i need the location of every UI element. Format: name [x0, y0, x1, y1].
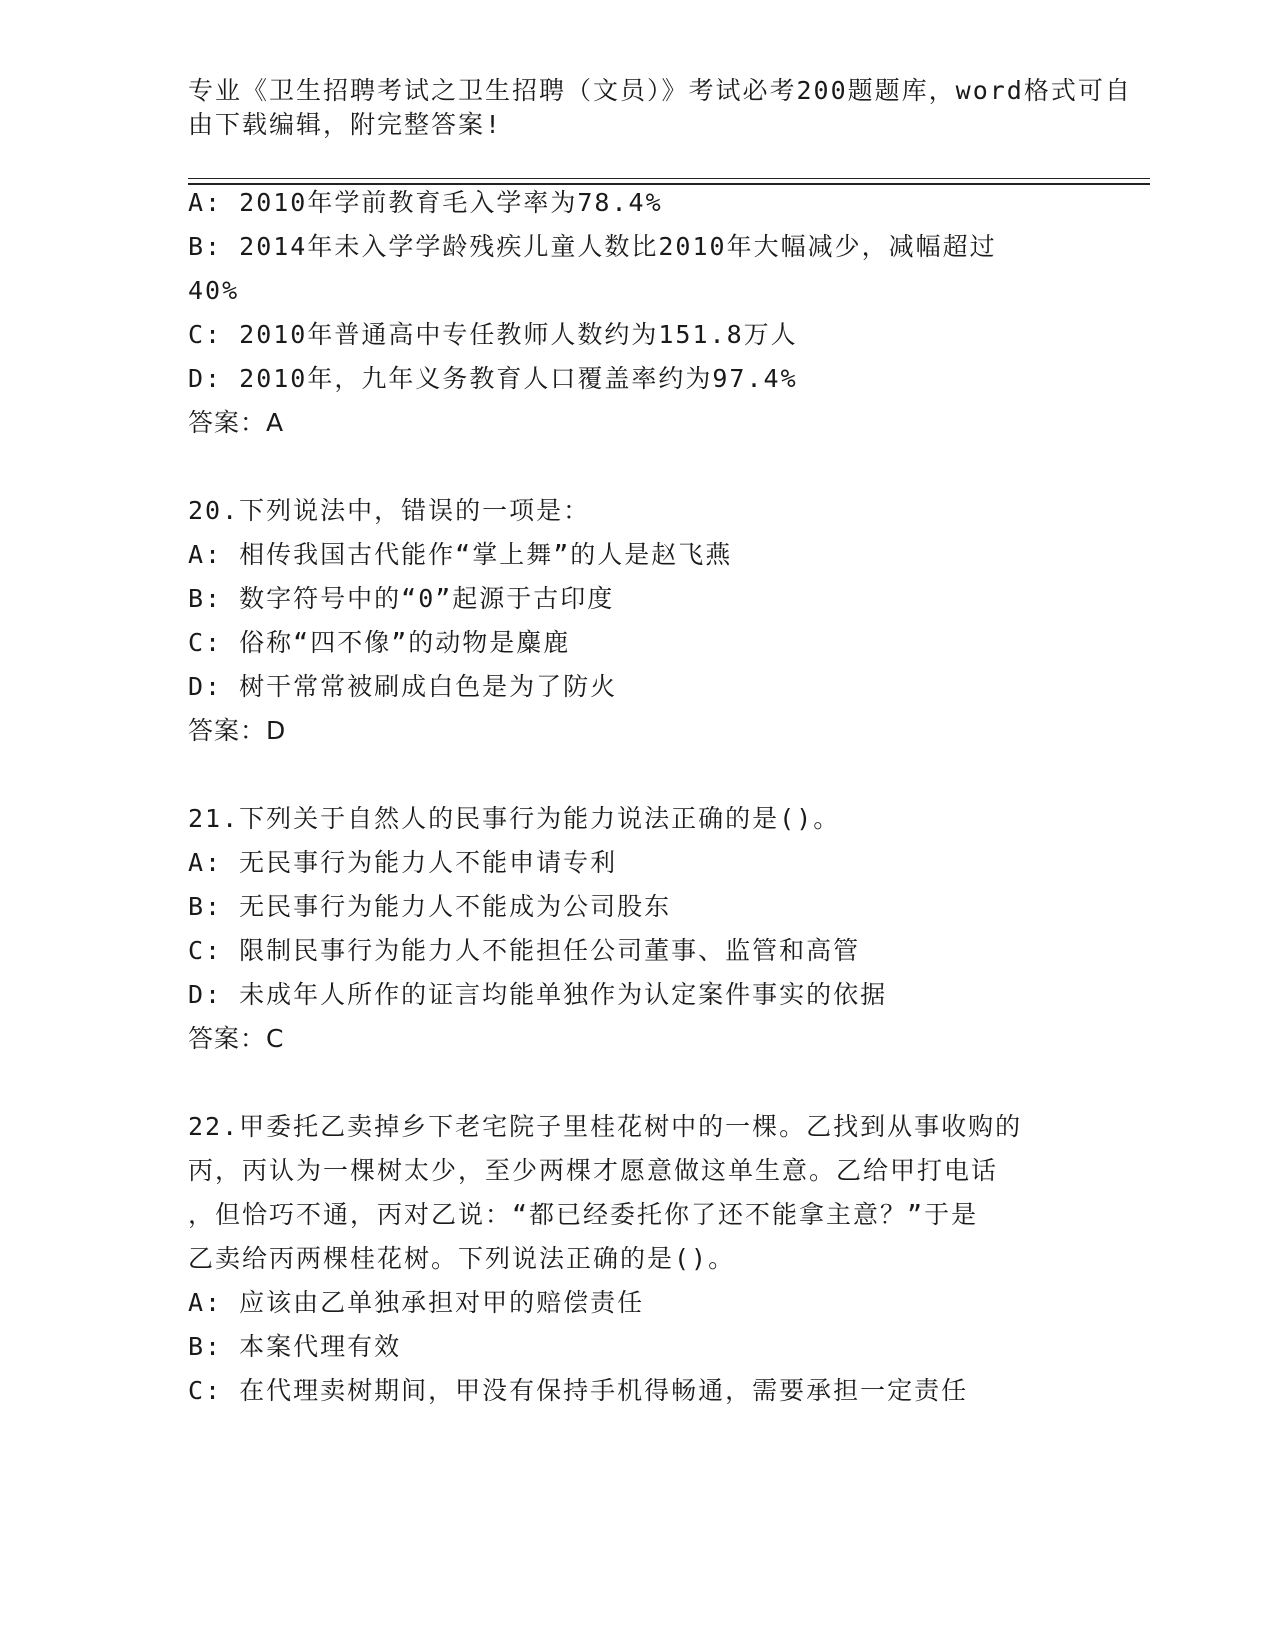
q19-option-b-line-1: B: 2014年未入学学龄残疾儿童人数比2010年大幅减少，减幅超过	[188, 232, 997, 261]
header-line-1: 专业《卫生招聘考试之卫生招聘（文员）》考试必考200题题库，word格式可自	[188, 76, 1132, 105]
q19-option-a: A: 2010年学前教育毛入学率为78.4%	[188, 188, 663, 217]
q19-option-b-line-2: 40%	[188, 276, 240, 305]
q19-option-c: C: 2010年普通高中专任教师人数约为151.8万人	[188, 320, 798, 349]
q20-answer: 答案：D	[188, 716, 287, 745]
q20-option-d: D: 树干常常被刷成白色是为了防火	[188, 672, 618, 701]
q22-option-b: B: 本案代理有效	[188, 1332, 402, 1361]
q20-option-c: C: 俗称“四不像”的动物是麋鹿	[188, 628, 571, 657]
q22-option-c: C: 在代理卖树期间，甲没有保持手机得畅通，需要承担一定责任	[188, 1376, 969, 1405]
header-line-2: 由下载编辑，附完整答案!	[188, 110, 503, 139]
q19-answer: 答案：A	[188, 408, 285, 437]
q22-stem-line-4: 乙卖给丙两棵桂花树。下列说法正确的是()。	[188, 1244, 736, 1273]
q22-stem-line-1: 22.甲委托乙卖掉乡下老宅院子里桂花树中的一棵。乙找到从事收购的	[188, 1112, 1023, 1141]
q21-stem: 21.下列关于自然人的民事行为能力说法正确的是()。	[188, 804, 841, 833]
q21-option-c: C: 限制民事行为能力人不能担任公司董事、监管和高管	[188, 936, 861, 965]
q22-stem-line-2: 丙，丙认为一棵树太少，至少两棵才愿意做这单生意。乙给甲打电话	[188, 1156, 999, 1185]
q21-option-a: A: 无民事行为能力人不能申请专利	[188, 848, 618, 877]
q22-option-a: A: 应该由乙单独承担对甲的赔偿责任	[188, 1288, 645, 1317]
q21-option-d: D: 未成年人所作的证言均能单独作为认定案件事实的依据	[188, 980, 888, 1009]
q21-answer: 答案：C	[188, 1024, 285, 1053]
header-divider-thick	[188, 183, 1150, 185]
q21-option-b: B: 无民事行为能力人不能成为公司股东	[188, 892, 672, 921]
q20-option-b: B: 数字符号中的“0”起源于古印度	[188, 584, 615, 613]
q19-option-d: D: 2010年，九年义务教育人口覆盖率约为97.4%	[188, 364, 798, 393]
q20-option-a: A: 相传我国古代能作“掌上舞”的人是赵飞燕	[188, 540, 733, 569]
header-divider-thin	[188, 178, 1150, 179]
q20-stem: 20.下列说法中，错误的一项是：	[188, 496, 591, 525]
document-header	[188, 74, 1132, 142]
q22-stem-line-3: ，但恰巧不通，丙对乙说：“都已经委托你了还不能拿主意？”于是	[188, 1200, 979, 1229]
